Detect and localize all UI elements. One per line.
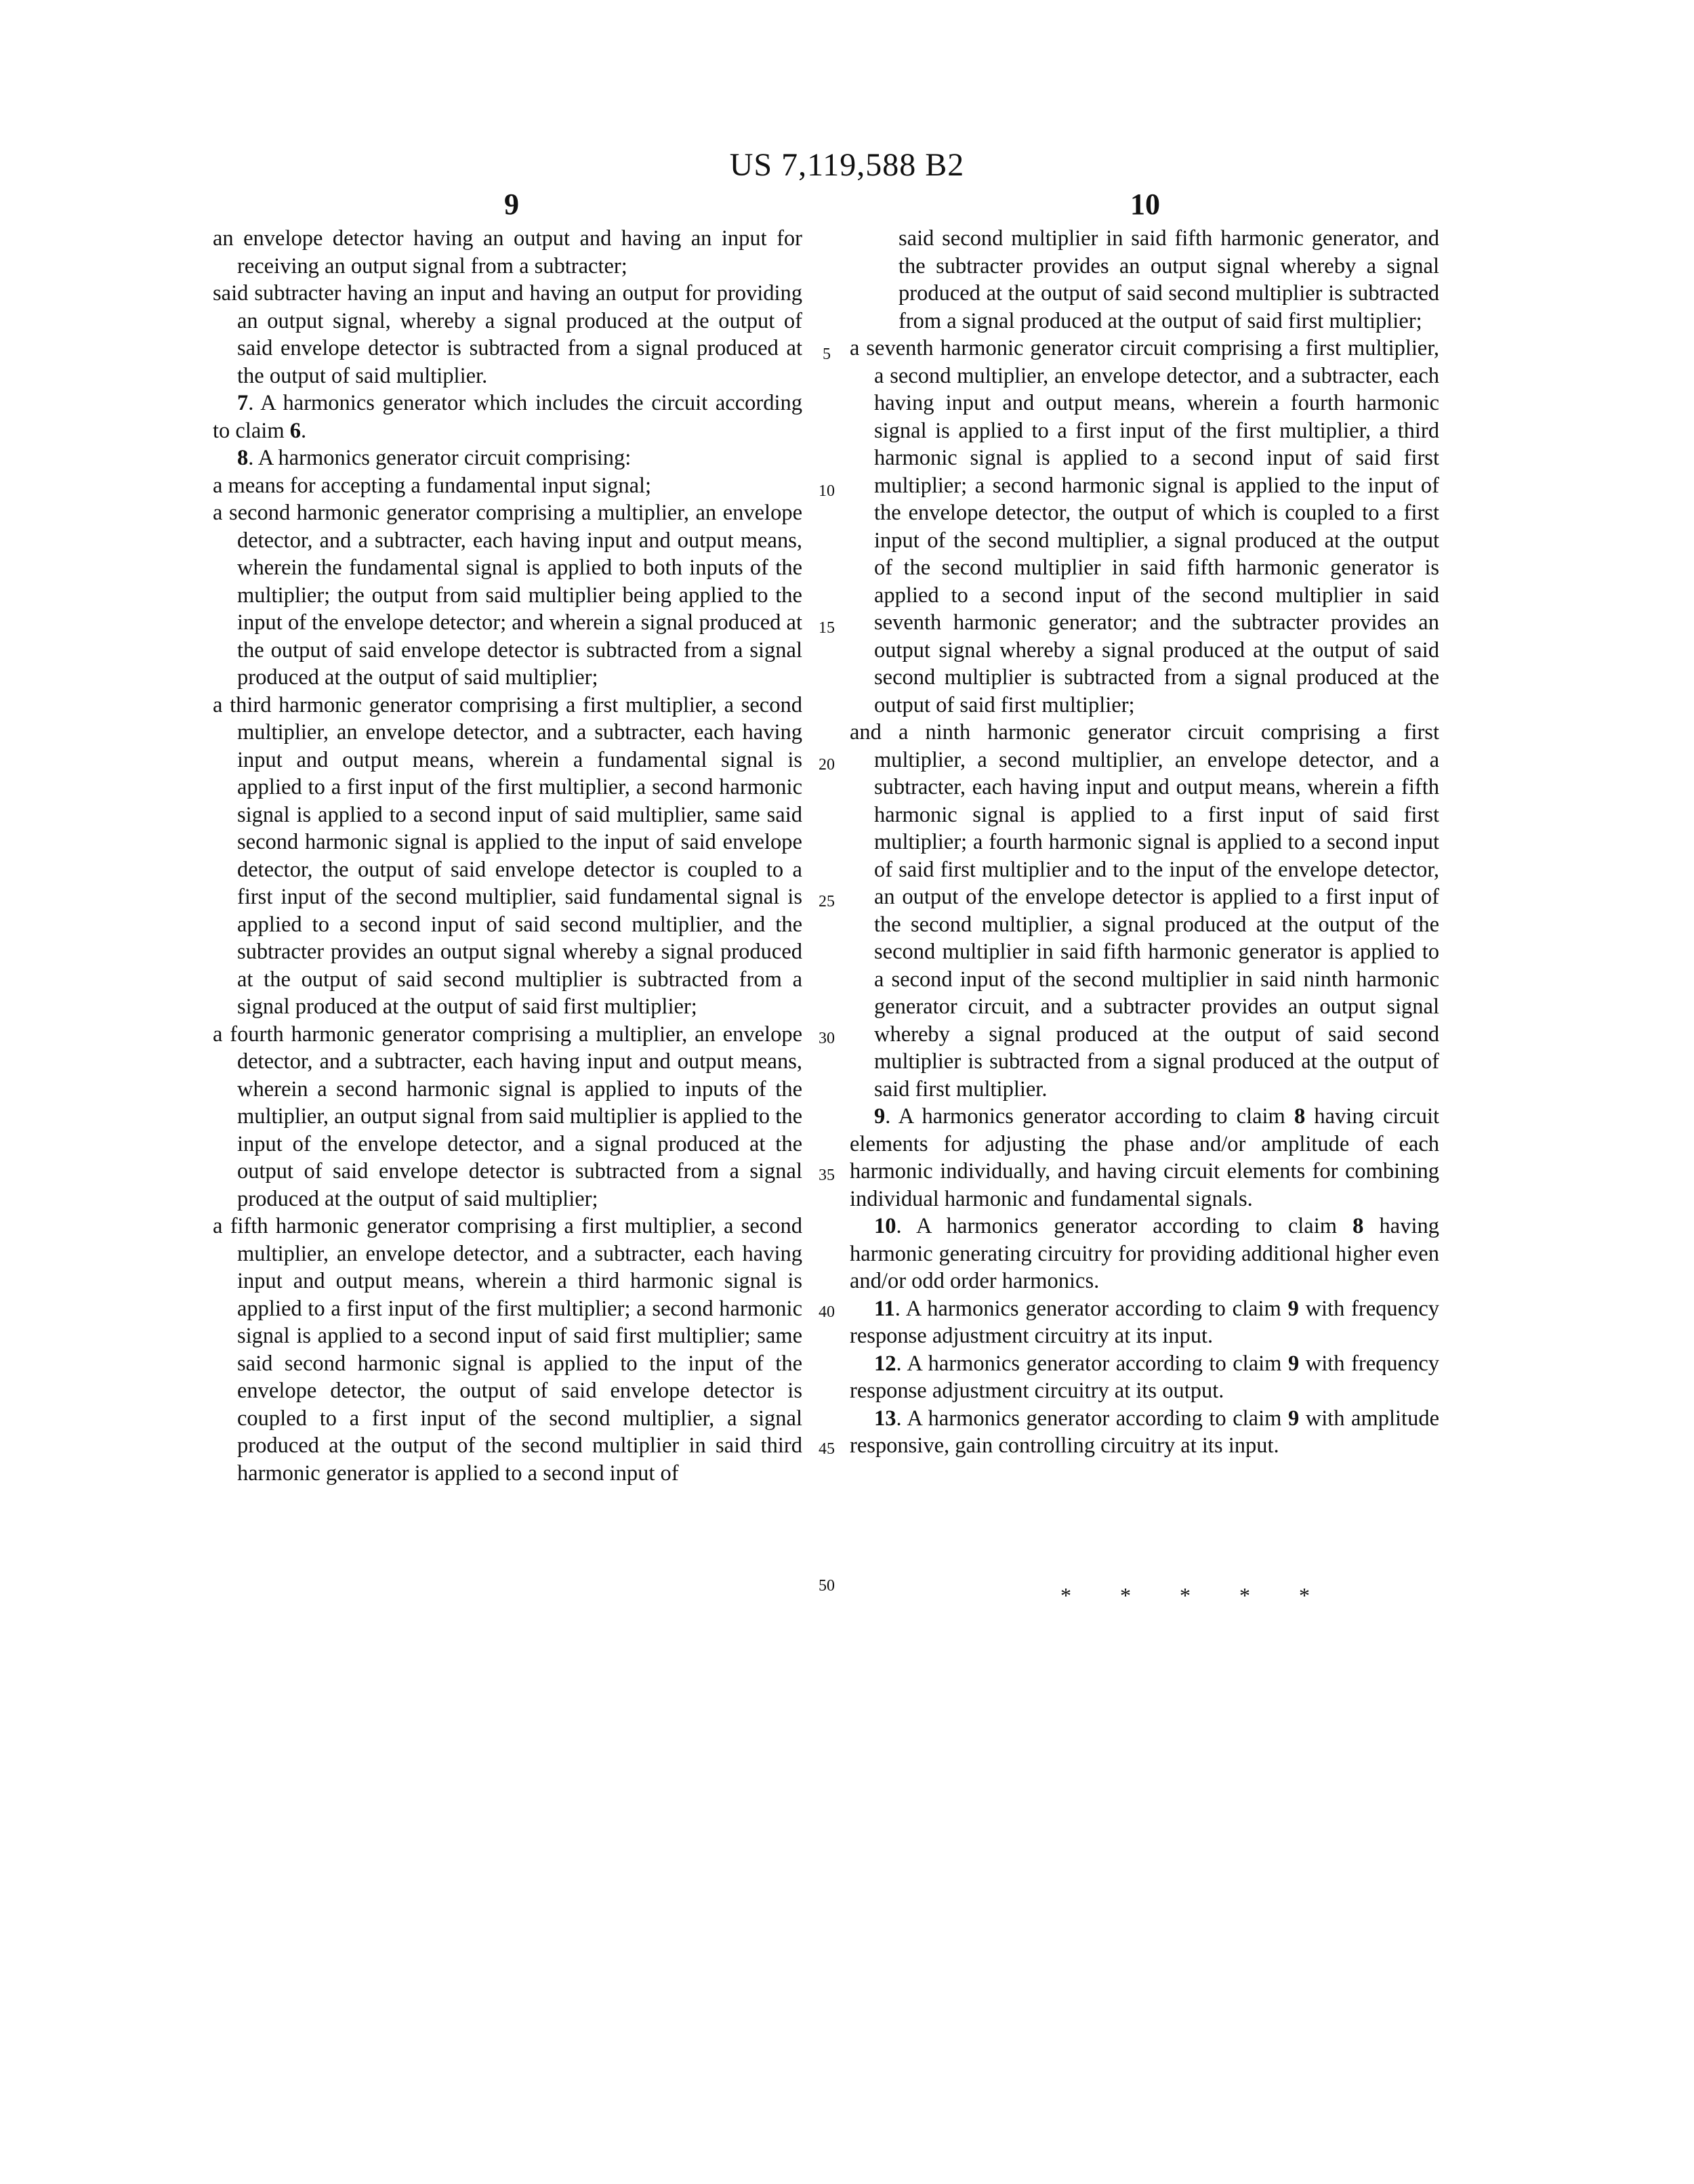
claim-element: a second harmonic generator comprising a multiplier, an envelope detector, and a subtracter, each having input and output means, wherein the fundamental signal is applied to both inputs of the multiplier; the output from said multiplier being applied to the input of the envelope detector; and wherein a signal produced at the output of said envelope detector is subtracted from a signal produced at the output of said multiplier; bbox=[213, 501, 802, 690]
line-number: 45 bbox=[819, 1440, 835, 1458]
claim-10 bbox=[850, 1213, 1439, 1295]
claim-text-end: with amplitude responsive, gain controlling circuitry at its input. bbox=[850, 1406, 1440, 1458]
claim-element: said subtracter having an input and having an output for providing an output signal, whereby a signal produced at the output of said envelope detector is subtracted from a signal produced at the output of said multiplier. bbox=[213, 281, 802, 388]
left-column-number: 9 bbox=[504, 188, 519, 221]
claim-element: a third harmonic generator comprising a first multiplier, a second multiplier, an envelope detector, and a subtracter, each having input and output means, wherein a fundamental signal is applied to a first input of the first multiplier, a second harmonic signal is applied to a second input of said multiplier, same said second harmonic signal is applied to the input of said envelope detector, the output of said envelope detector is coupled to a first input of the second multiplier, said fundamental signal is applied to a second input of said second multiplier, and the subtracter provides an output signal whereby a signal produced at the output of said second multiplier is subtracted from a signal produced at the output of said first multiplier; bbox=[213, 692, 802, 1019]
claim-element: a seventh harmonic generator circuit comprising a first multiplier, a second multiplier, an envelope detector, and a subtracter, each having input and output means, wherein a fourth harmonic signal is applied to a first input of the first multiplier, a third harmonic signal is applied to a second input of said first multiplier; a second harmonic signal is applied to the input of the envelope detector, the output of which is coupled to a first input of the second multiplier, a signal produced at the output of the second multiplier in said fifth harmonic generator is applied to a second input of the second multiplier in said seventh harmonic generator; and the subtracter provides an output signal whereby a signal produced at the output of said second multiplier is subtracted from a signal produced at the output of said first multiplier; bbox=[850, 336, 1439, 717]
claim-9 bbox=[850, 1103, 1439, 1213]
line-number: 25 bbox=[819, 893, 835, 910]
claim-text-end: with frequency response adjustment circuitry at its output. bbox=[850, 1351, 1439, 1403]
claim-text: . A harmonics generator according to claim bbox=[896, 1406, 1288, 1431]
claim-number: 10 bbox=[874, 1214, 896, 1238]
claim-reference: 9 bbox=[1287, 1296, 1299, 1321]
line-number: 15 bbox=[819, 619, 835, 637]
claim-number: 11 bbox=[874, 1296, 895, 1321]
claim-reference: 9 bbox=[1287, 1351, 1300, 1376]
line-number: 30 bbox=[819, 1030, 835, 1047]
claim-text: . A harmonics generator according to claim bbox=[894, 1296, 1288, 1321]
claim-number: 13 bbox=[874, 1406, 896, 1431]
claim-12 bbox=[850, 1350, 1439, 1405]
claim-reference: 8 bbox=[1352, 1214, 1364, 1238]
claim-number: 8 bbox=[237, 446, 249, 470]
claim-element: a fifth harmonic generator comprising a first multiplier, a second multiplier, an envelope detector, and a subtracter, each having input and output means, wherein a third harmonic signal is applied to a first input of the first multiplier; a second harmonic signal is applied to a second input of said first multiplier; same said second harmonic signal is applied to the input of the envelope detector, the output of said envelope detector is coupled to a first input of the second multiplier, a signal produced at the output of the second multiplier in said third harmonic generator is applied to a second input of bbox=[213, 1214, 802, 1486]
claim-text: . A harmonics generator circuit comprising: bbox=[248, 446, 632, 470]
line-number: 10 bbox=[819, 482, 835, 500]
claim-reference: 9 bbox=[1287, 1406, 1300, 1431]
claim-number: 12 bbox=[874, 1351, 896, 1376]
claim-number: 7 bbox=[237, 391, 249, 415]
claim-13 bbox=[850, 1405, 1439, 1460]
claim-number: 9 bbox=[874, 1104, 886, 1129]
claim-text: . A harmonics generator according to claim bbox=[885, 1104, 1294, 1129]
line-number: 50 bbox=[819, 1577, 835, 1595]
claim-element: an envelope detector having an output and having an input for receiving an output signal from a subtracter; bbox=[213, 226, 802, 278]
patent-number: US 7,119,588 B2 bbox=[729, 147, 965, 183]
claim-11 bbox=[850, 1295, 1439, 1350]
right-column-number: 10 bbox=[1130, 188, 1160, 221]
claim-7 bbox=[213, 390, 802, 444]
line-number: 20 bbox=[819, 756, 835, 774]
claim-text-end: having circuit elements for adjusting the phase and/or amplitude of each harmonic individually, and having circuit elements for combining individual harmonic and fundamental signals. bbox=[850, 1104, 1439, 1211]
line-number: 40 bbox=[819, 1303, 835, 1321]
claim-text-end: . bbox=[300, 418, 307, 443]
claim-text-end: with frequency response adjustment circuitry at its input. bbox=[850, 1296, 1440, 1348]
claim-reference: 6 bbox=[289, 418, 301, 443]
claim-8 bbox=[213, 444, 802, 472]
claim-element: and a ninth harmonic generator circuit comprising a first multiplier, a second multiplier, an envelope detector, and a subtracter, each having input and output means, wherein a fifth harmonic signal is applied to a first input of said first multiplier; a fourth harmonic signal is applied to a second input of said first multiplier and to the input of the envelope detector, an output of the envelope detector is applied to a first input of the second multiplier, a signal produced at the output of the second multiplier in said fifth harmonic generator is applied to a second input of the second multiplier in said ninth harmonic generator circuit, and a subtracter provides an output signal whereby a signal produced at the output of said second multiplier is subtracted from a signal produced at the output of said first multiplier. bbox=[850, 720, 1439, 1101]
claim-reference: 8 bbox=[1294, 1104, 1306, 1129]
claim-text: . A harmonics generator according to claim bbox=[896, 1214, 1353, 1238]
claim-text: . A harmonics generator according to claim bbox=[896, 1351, 1288, 1376]
claim-text-end: having harmonic generating circuitry for providing additional higher even and/or odd order harmonics. bbox=[850, 1214, 1439, 1293]
line-number: 5 bbox=[823, 345, 831, 363]
line-number: 35 bbox=[819, 1167, 835, 1184]
claim-element: a means for accepting a fundamental input signal; bbox=[213, 473, 652, 498]
right-column bbox=[850, 225, 1439, 1460]
claim-element-continued: said second multiplier in said fifth harmonic generator, and the subtracter provides an output signal whereby a signal produced at the output of said second multiplier is subtracted from a signal produced at the output of said first multiplier; bbox=[898, 226, 1439, 333]
claim-element: a fourth harmonic generator comprising a multiplier, an envelope detector, and a subtracter, each having input and output means, wherein a second harmonic signal is applied to inputs of the multiplier, an output signal from said multiplier is applied to the input of the envelope detector, and a signal produced at the output of said envelope detector is subtracted from a signal produced at the output of said multiplier; bbox=[213, 1022, 802, 1211]
left-column bbox=[213, 225, 802, 1487]
claim-text: . A harmonics generator which includes the circuit according to claim bbox=[213, 391, 802, 443]
end-of-document-marks: * * * * * bbox=[1060, 1583, 1331, 1608]
